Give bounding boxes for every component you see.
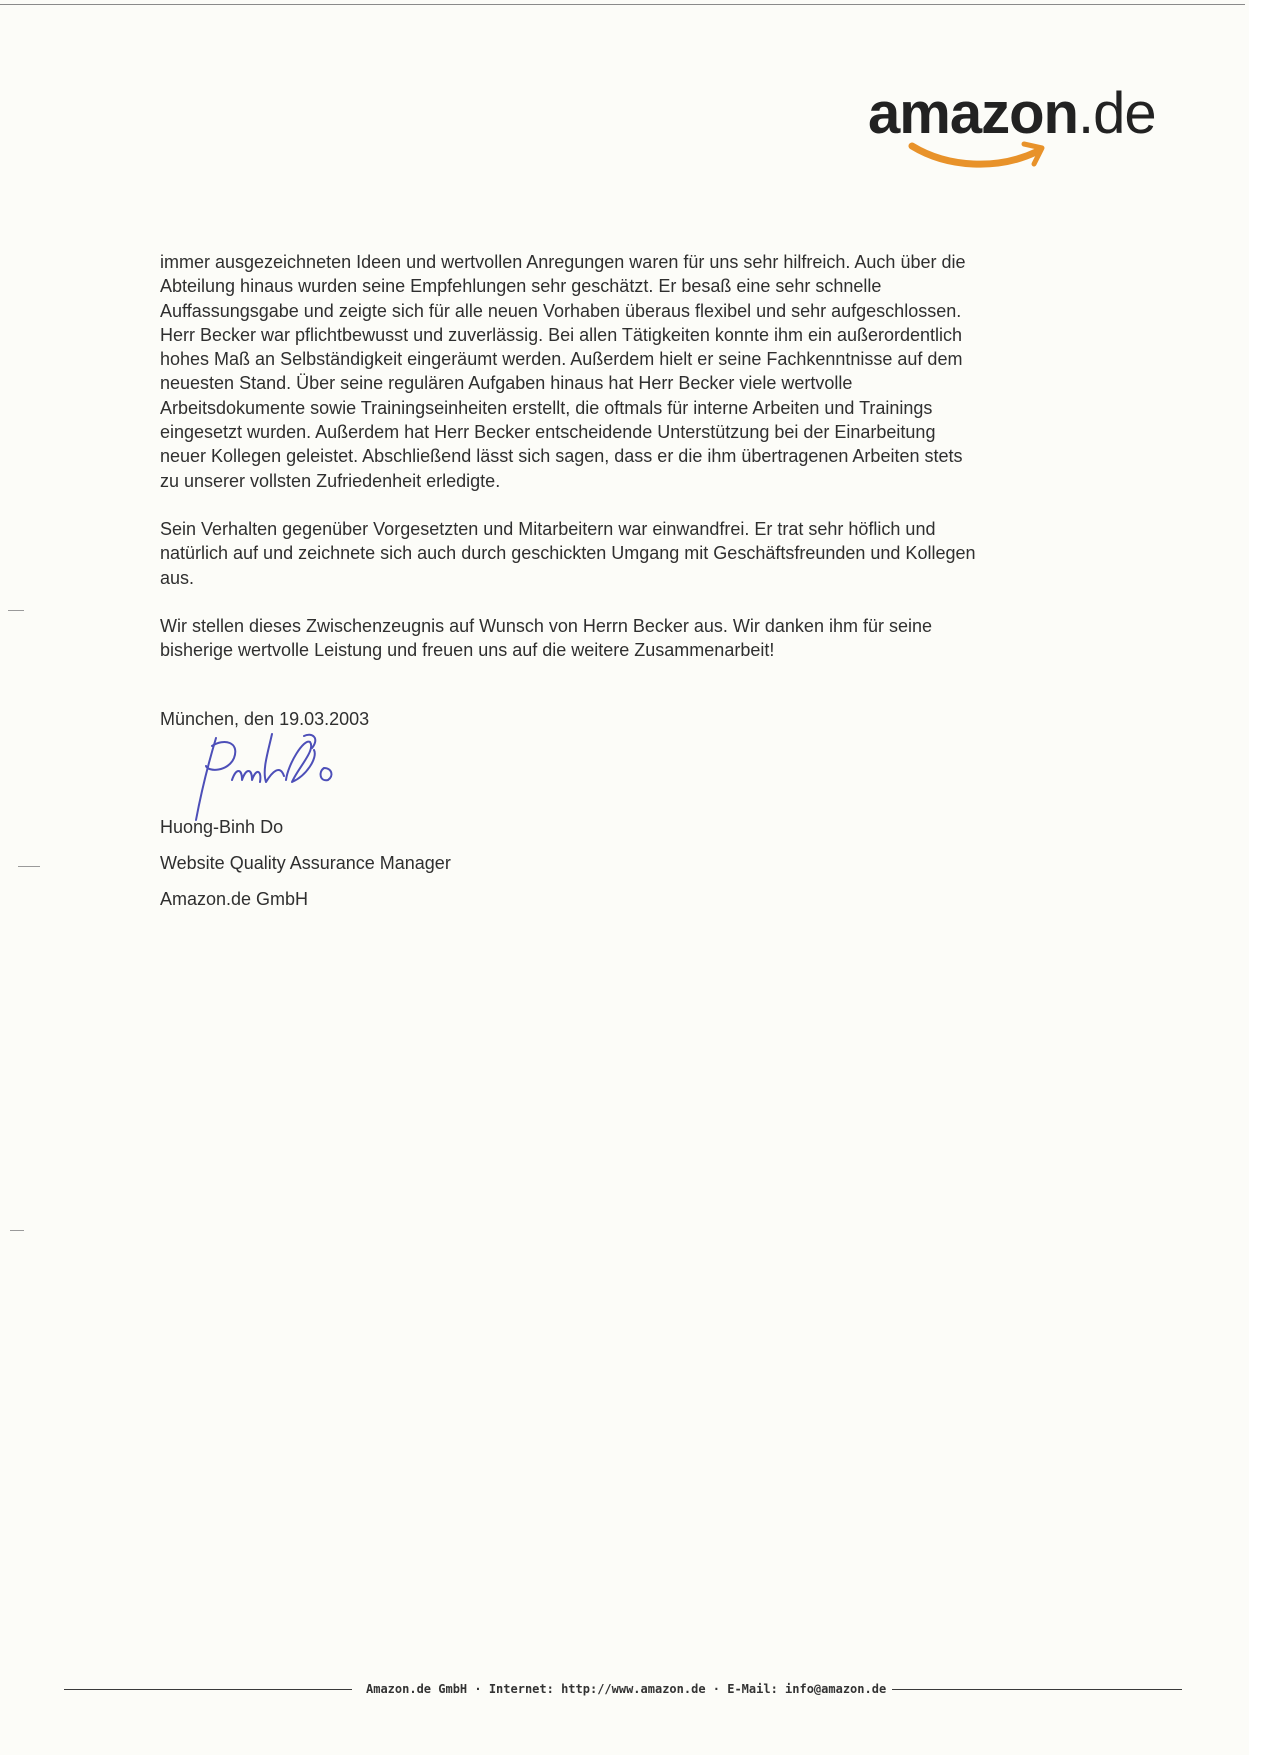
footer-contact: Amazon.de GmbH · Internet: http://www.amazon.de · E-Mail: info@amazon.de bbox=[366, 1682, 887, 1696]
paragraph-line: Arbeitsdokumente sowie Trainingseinheiten erstellt, die oftmals für interne Arbeiten und Trainings bbox=[160, 397, 933, 418]
signature-stroke bbox=[232, 771, 260, 782]
signature-stroke bbox=[321, 768, 332, 780]
footer-rule-left bbox=[64, 1689, 352, 1690]
signer-title: Website Quality Assurance Manager bbox=[160, 853, 451, 873]
smile-curve bbox=[912, 146, 1036, 164]
margin-mark bbox=[10, 1230, 24, 1231]
logo-brand: amazon bbox=[868, 81, 1078, 146]
margin-mark bbox=[18, 866, 40, 867]
paragraph-line: bisherige wertvolle Leistung und freuen uns auf die weitere Zusammenarbeit! bbox=[160, 640, 775, 661]
paragraph-line: neuesten Stand. Über seine regulären Aufgaben hinaus hat Herr Becker viele wertvolle bbox=[160, 373, 853, 394]
signer-company: Amazon.de GmbH bbox=[160, 889, 309, 909]
amazon-logo bbox=[868, 82, 1198, 182]
paragraph-line: Abteilung hinaus wurden seine Empfehlungen sehr geschätzt. Er besaß eine sehr schnelle bbox=[160, 276, 882, 297]
margin-mark bbox=[8, 610, 24, 611]
paragraph-line: eingesetzt wurden. Außerdem hat Herr Becker entscheidende Unterstützung bei der Einarbeitung bbox=[160, 422, 936, 443]
signature-stroke bbox=[286, 742, 315, 782]
paragraph-line: aus. bbox=[160, 567, 195, 588]
paragraph-line: Wir stellen dieses Zwischenzeugnis auf Wunsch von Herrn Becker aus. Wir danken ihm für seine bbox=[160, 615, 932, 636]
signer-name: Huong-Binh Do bbox=[160, 817, 284, 837]
letter-paragraph bbox=[160, 517, 1110, 590]
logo-wordmark bbox=[868, 82, 1156, 146]
signature-icon bbox=[188, 728, 358, 824]
footer-rule-right bbox=[892, 1689, 1182, 1690]
paragraph-line: Herr Becker war pflichtbewusst und zuverlässig. Bei allen Tätigkeiten konnte ihm ein außerordentlich bbox=[160, 324, 963, 345]
scan-right-edge bbox=[1249, 0, 1275, 1755]
paragraph-line: hohes Maß an Selbständigkeit eingeräumt werden. Außerdem hielt er seine Fachkenntnisse auf dem bbox=[160, 349, 963, 370]
smile-arrow-icon bbox=[908, 138, 1048, 174]
scan-top-rule bbox=[0, 4, 1245, 5]
letter-paragraph bbox=[160, 614, 1110, 663]
signature-stroke bbox=[265, 734, 284, 782]
paragraph-line: immer ausgezeichneten Ideen und wertvollen Anregungen waren für uns sehr hilfreich. Auch über die bbox=[160, 252, 966, 272]
signature-stroke bbox=[196, 738, 216, 820]
letter-body bbox=[160, 250, 1110, 686]
paragraph-line: Sein Verhalten gegenüber Vorgesetzten und Mitarbeitern war einwandfrei. Er trat sehr höflich und bbox=[160, 518, 936, 539]
letter-paragraph bbox=[160, 250, 1110, 493]
paragraph-line: natürlich auf und zeichnete sich auch durch geschickten Umgang mit Geschäftsfreunden und Kollegen bbox=[160, 543, 976, 564]
paragraph-line: Auffassungsgabe und zeigte sich für alle neuen Vorhaben überaus flexibel und sehr aufgeschlossen. bbox=[160, 300, 962, 321]
logo-tld: .de bbox=[1077, 81, 1156, 146]
paragraph-line: zu unserer vollsten Zufriedenheit erledigte. bbox=[160, 470, 501, 491]
place-date: München, den 19.03.2003 bbox=[160, 709, 370, 729]
paragraph-line: neuer Kollegen geleistet. Abschließend lässt sich sagen, dass er die ihm übertragenen Arbeiten stets bbox=[160, 446, 963, 467]
